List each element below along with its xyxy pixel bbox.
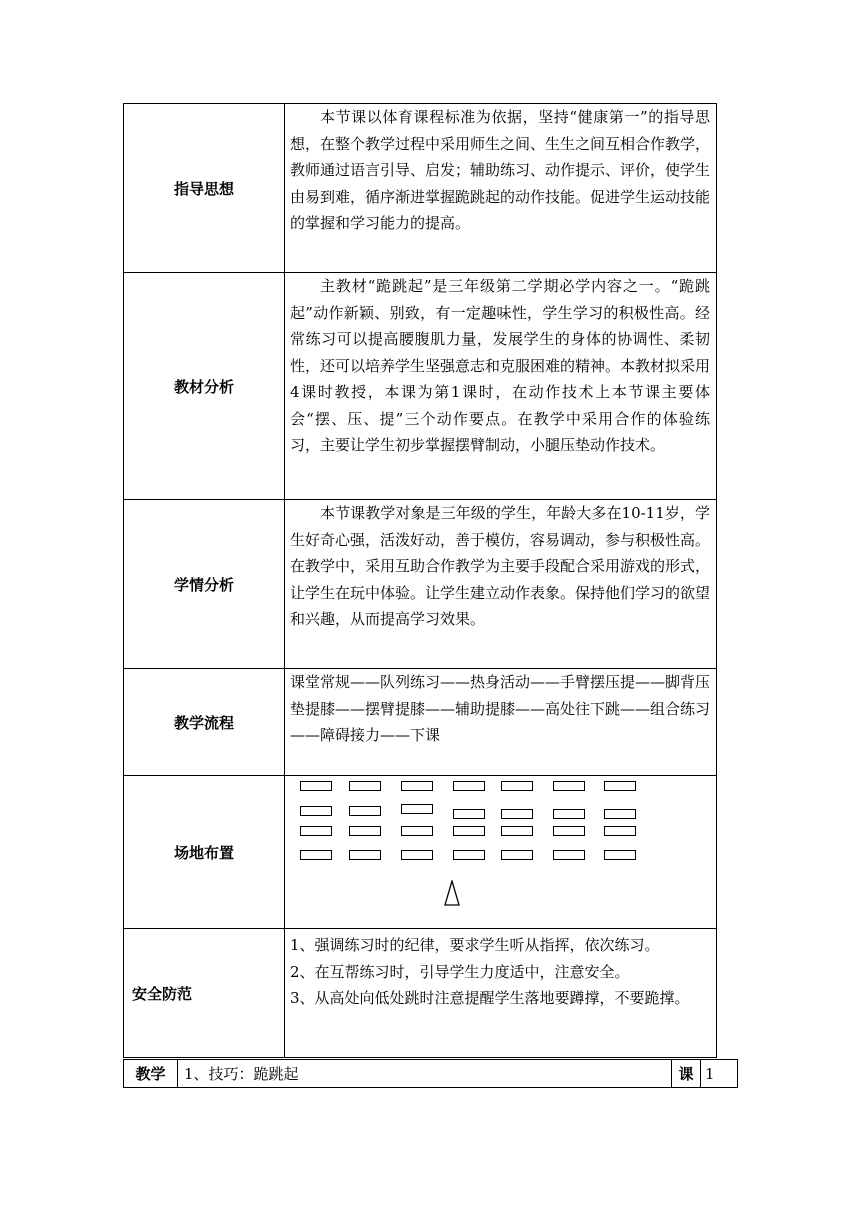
table-row (124, 669, 717, 776)
mat-icon (453, 850, 485, 860)
mat-icon (300, 850, 332, 860)
material-analysis-text: 主教材“跪跳起”是三年级第二学期必学内容之一。“跪跳起”动作新颖、别致，有一定趣味性，学生学习的积极性高。经常练习可以提高腰腹肌力量，发展学生的身体的协调性、柔韧性，还可以培养学生坚强意志和克服困难的精神。本教材拟采用4课时教授，本课为第1课时，在动作技术上本节课主要体会“摆、压、提”三个动作要点。在教学中采用合作的体验练习，主要让学生初步掌握摆臂制动，小腿压垫动作技术。 (285, 273, 717, 500)
mat-icon (501, 850, 533, 860)
mat-icon (453, 781, 485, 791)
mat-icon (553, 850, 585, 860)
mat-icon (349, 826, 381, 836)
teaching-process-text: 课堂常规——队列练习——热身活动——手臂摆压提——脚背压垫提膝——摆臂提膝——辅助提膝——高处往下跳——组合练习——障碍接力——下课 (285, 669, 717, 776)
mat-icon (604, 809, 636, 819)
mat-icon (501, 809, 533, 819)
mat-icon (453, 809, 485, 819)
safety-item: 3、从高处向低处跳时注意提醒学生落地要蹲撑，不要跪撑。 (290, 989, 690, 1007)
mat-icon (604, 781, 636, 791)
mat-icon (401, 781, 433, 791)
mat-icon (300, 781, 332, 791)
safety-text-cell (285, 929, 717, 1058)
mat-icon (349, 806, 381, 816)
row-label-safety: 安全防范 (124, 929, 285, 1058)
teaching-label: 教学 (124, 1060, 178, 1088)
venue-layout-cell (285, 776, 717, 929)
mat-icon (604, 850, 636, 860)
row-label-student-analysis: 学情分析 (124, 500, 285, 669)
lesson-content-row (123, 1059, 738, 1088)
mat-icon (553, 781, 585, 791)
mat-icon (349, 781, 381, 791)
safety-item: 2、在互帮练习时，引导学生力度适中，注意安全。 (290, 962, 630, 981)
mat-icon (553, 809, 585, 819)
mat-icon (300, 826, 332, 836)
row-label-teaching-process: 教学流程 (124, 669, 285, 776)
mat-icon (401, 850, 433, 860)
guiding-ideology-text: 本节课以体育课程标准为依据，坚持“健康第一”的指导思想，在整个教学过程中采用师生之间、生生之间互相合作教学，教师通过语言引导、启发；辅助练习、动作提示、评价，使学生由易到难，循序渐进掌握跪跳起的动作技能。促进学生运动技能的掌握和学习能力的提高。 (285, 104, 717, 273)
mat-icon (401, 804, 433, 814)
row-label-guiding-ideology: 指导思想 (124, 104, 285, 273)
mat-icon (553, 826, 585, 836)
table-row (124, 929, 717, 1058)
venue-diagram (285, 776, 716, 928)
lesson-number: 1 (701, 1060, 738, 1088)
mat-icon (453, 826, 485, 836)
lesson-plan-table (123, 103, 717, 1058)
mat-icon (604, 826, 636, 836)
student-analysis-text: 本节课教学对象是三年级的学生，年龄大多在10-11岁，学生好奇心强，活泼好动，善于模仿，容易调动，参与积极性高。在教学中，采用互助合作教学为主要手段配合采用游戏的形式，让学生在玩中体验。让学生建立动作表象。保持他们学习的欲望和兴趣，从而提高学习效果。 (285, 500, 717, 669)
row-label-material-analysis: 教材分析 (124, 273, 285, 500)
table-row (124, 1060, 738, 1088)
mat-icon (501, 781, 533, 791)
mat-icon (300, 806, 332, 816)
mat-icon (501, 826, 533, 836)
teaching-content: 1、技巧：跪跳起 (178, 1060, 672, 1088)
table-row (124, 776, 717, 929)
mat-icon (349, 850, 381, 860)
lesson-label: 课 (672, 1060, 701, 1088)
table-row (124, 273, 717, 500)
teacher-triangle-icon (444, 880, 460, 906)
table-row (124, 104, 717, 273)
safety-item: 1、强调练习时的纪律，要求学生听从指挥，依次练习。 (290, 936, 660, 954)
table-row (124, 500, 717, 669)
row-label-venue-layout: 场地布置 (124, 776, 285, 929)
mat-icon (401, 826, 433, 836)
